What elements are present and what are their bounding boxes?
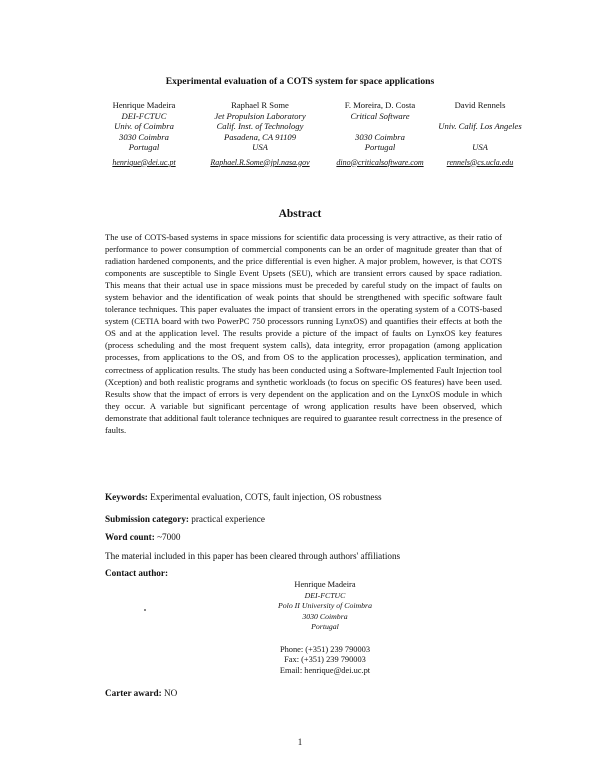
author-4 — [425, 100, 535, 168]
word-count-line — [105, 532, 180, 542]
author-1 — [100, 100, 188, 168]
author-address: Pasadena, CA 91109 — [223, 131, 296, 142]
word-count-label: Word count: — [105, 532, 155, 542]
submission-value: practical experience — [191, 514, 265, 524]
author-email-link[interactable]: henrique@dei.uc.pt — [112, 157, 176, 167]
word-count-value: ~7000 — [157, 532, 181, 542]
author-name: David Rennels — [454, 100, 506, 110]
abstract-heading: Abstract — [278, 208, 322, 220]
author-institution: Univ. Calif. Los Angeles — [438, 121, 522, 131]
submission-label: Submission category: — [105, 514, 189, 524]
author-institution: Calif. Inst. of Technology — [216, 121, 304, 131]
contact-dept: DEI-FCTUC — [304, 590, 346, 600]
contact-country: Portugal — [311, 622, 339, 631]
author-name: F. Moreira, D. Costa — [344, 100, 416, 110]
author-2 — [190, 100, 330, 168]
author-email-link[interactable]: rennels@cs.ucla.edu — [446, 157, 514, 167]
keywords-line — [105, 492, 382, 502]
author-country: USA — [472, 142, 488, 152]
author-3 — [330, 100, 430, 168]
author-affiliation: DEI-FCTUC — [121, 110, 167, 121]
paper-title: Experimental evaluation of a COTS system for space applications — [165, 76, 435, 87]
author-affiliation: Jet Propulsion Laboratory — [214, 110, 306, 121]
author-block — [0, 100, 600, 180]
keywords-label: Keywords: — [105, 492, 148, 502]
author-affiliation: Critical Software — [350, 110, 410, 121]
contact-email[interactable]: Email: henrique@dei.uc.pt — [279, 665, 371, 675]
contact-block — [200, 580, 450, 676]
author-email-link[interactable]: dino@criticalsoftware.com — [336, 157, 424, 167]
author-name: Henrique Madeira — [112, 100, 176, 110]
author-institution: Univ. of Coimbra — [114, 121, 174, 131]
clearance-line: The material included in this paper has been cleared through authors' affiliations — [105, 551, 401, 561]
page-number: 1 — [297, 737, 303, 747]
carter-award-value: NO — [164, 688, 178, 698]
submission-line — [105, 514, 265, 524]
contact-phone: Phone: (+351) 239 790003 — [279, 644, 371, 654]
contact-univ: Polo II University of Coimbra — [278, 601, 372, 610]
keywords-value: Experimental evaluation, COTS, fault injection, OS robustness — [150, 492, 382, 502]
author-country: USA — [252, 142, 268, 152]
author-address: 3030 Coimbra — [355, 131, 405, 142]
author-name: Raphael R Some — [231, 100, 289, 110]
carter-award-line — [105, 688, 177, 698]
author-address — [425, 132, 535, 143]
contact-label: Contact author: — [105, 568, 169, 578]
contact-spacer — [200, 633, 450, 645]
author-address: 3030 Coimbra — [119, 131, 169, 142]
author-country: Portugal — [128, 142, 160, 152]
author-institution — [330, 121, 430, 132]
author-country: Portugal — [364, 142, 396, 152]
author-affiliation — [425, 111, 535, 122]
contact-name: Henrique Madeira — [294, 580, 356, 589]
contact-city: 3030 Coimbra — [302, 611, 348, 621]
abstract-body: The use of COTS-based systems in space missions for scientific data processing is very attractive, as their ratio of performance to power consumption of commercial components can be an order of magnitude greater than that of radiation hardened components, and the price differential is even higher. A major problem, however, is that COTS components are susceptible to Single Event Upsets (SEU), which are transient errors caused by space radiation. This means that their actual use in space missions must be preceded by careful study on the impact of faults on system behavior and the identification of weak points that should be strengthened with specific software fault tolerance techniques. This paper evaluates the impact of transient errors in the operating system of a COTS-based system (CETIA board with two PowerPC 750 processors running LynxOS) and quantifies their effects at both the OS and at the application level. The results provide a picture of the impact of faults on LynxOS key features (process scheduling and the most frequent system calls), data integrity, error propagation (among application processes, from applications to the OS, and from OS to the application processes), application termination, and correctness of application results. The study has been conducted using a Software-Implemented Fault Injection tool (Xception) and both realistic programs and synthetic workloads (to focus on specific OS features) have been used. Results show that the impact of errors is very dependent on the application and on the LynxOS module in which they occur. A variable but significant percentage of wrong application results have been observed, which demonstrate that additional fault tolerance techniques are required to guarantee result correctness in the presence of faults. — [105, 232, 502, 435]
author-email-link[interactable]: Raphael.R.Some@jpl.nasa.gov — [210, 157, 310, 167]
stray-mark — [144, 609, 146, 611]
contact-fax: Fax: (+351) 239 790003 — [284, 655, 366, 664]
contact-line — [105, 568, 168, 578]
carter-award-label: Carter award: — [105, 688, 162, 698]
